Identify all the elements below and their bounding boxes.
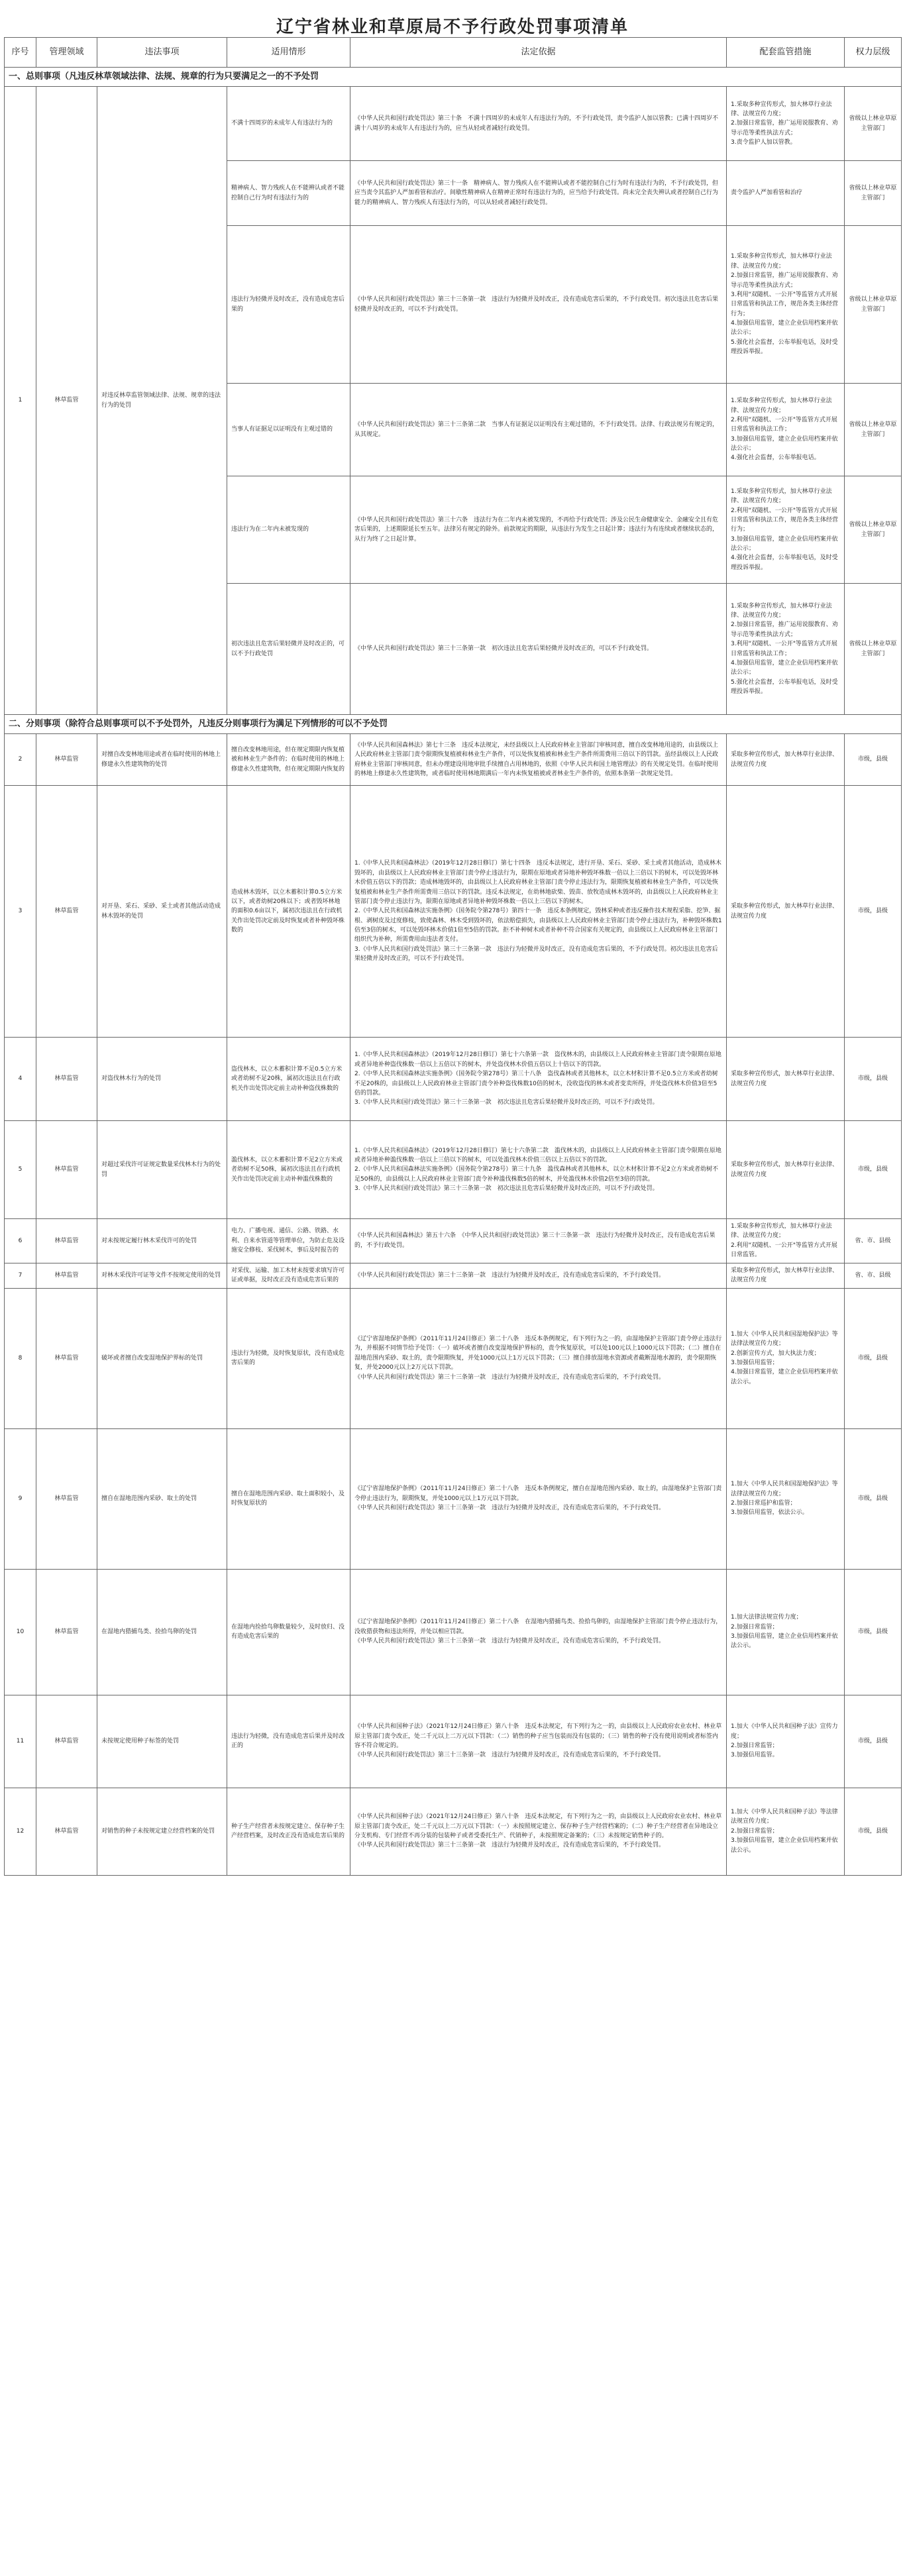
row-authority-level <box>845 1288 902 1428</box>
table-row <box>5 1038 902 1121</box>
row-authority-level <box>845 161 902 226</box>
row-violation-item <box>97 1263 227 1288</box>
row-authority-level <box>845 734 902 786</box>
header-seq: 序号 <box>5 38 36 68</box>
row-scenario <box>227 584 350 715</box>
row-scenario <box>227 161 350 226</box>
row-field <box>36 734 97 786</box>
row-seq <box>5 1038 36 1121</box>
row-authority-level <box>845 1219 902 1263</box>
row-authority-level <box>845 1038 902 1121</box>
row-legal-basis-text: 《中华人民共和国行政处罚法》第三十六条 违法行为在二年内未被发现的，不再给予行政处罚；涉及公民生命健康安全、金融安全且有危害后果的，上述期限延长至五年。法律另有规定的除外。前款规定的期限，从违法行为发生之日起计算；违法行为有连续或者继续状态的，从行为终了之日起计算。 <box>354 516 719 543</box>
row-authority-level <box>845 226 902 384</box>
row-field <box>36 1121 97 1219</box>
row-measures <box>727 1288 845 1428</box>
row-measures-text: 1.加大《中华人民共和国湿地保护法》等法律法规宣传力度； 2.创新宣传方式，加大执法力度； 3.加强信用监管； 4.加强日常监管，建立企业信用档案并依法公示。 <box>731 1330 838 1385</box>
row-measures <box>727 1428 845 1569</box>
row-measures <box>727 584 845 715</box>
row-scenario <box>227 1788 350 1875</box>
row-scenario <box>227 384 350 476</box>
row-legal-basis <box>350 1038 727 1121</box>
row-authority-level <box>845 1428 902 1569</box>
row-seq <box>5 1219 36 1263</box>
row-measures <box>727 1695 845 1788</box>
row-field-text: 林草监管 <box>54 1166 79 1173</box>
document-title: 辽宁省林业和草原局不予行政处罚事项清单 <box>276 17 629 37</box>
row-seq <box>5 1288 36 1428</box>
row-measures-text: 采取多种宣传形式，加大林草行业法律、法规宣传力度 <box>731 903 839 920</box>
row-authority-level <box>845 87 902 161</box>
row-legal-basis <box>350 226 727 384</box>
row-seq-text: 2 <box>18 756 23 763</box>
row-scenario-text: 擅自改变林地用途，但在规定期限内恢复植被和林业生产条件的；在临时使用的林地上修建永久性建筑物，但在规定期限内恢复的 <box>231 746 345 773</box>
row-field-text: 林草监管 <box>54 1628 79 1635</box>
row-seq-text: 3 <box>18 908 23 915</box>
row-legal-basis <box>350 87 727 161</box>
row-seq-text: 11 <box>16 1737 25 1744</box>
row-authority-level-text: 市级，县级 <box>857 1354 888 1362</box>
row-field <box>36 1219 97 1263</box>
row-legal-basis-text: 《中华人民共和国种子法》（2021年12月24日修正）第八十条 违反本法规定，有下列行为之一的，由县级以上人民政府农业农村、林业草原主管部门责令改正，处二千元以上二万元以下罚款：（一）未按照规定建立、保存种子生产经营档案的；（二）种子生产经营者在异地设立分支机构、专门经营不再分装的包装种子或者受委托生产、代销种子，未按照规定备案的；（三）未按规定销售种子的。 《中华人民共和国行政处罚法》第三十三条第一款 违法行为轻微并及时改正，没有造成危害后果的，不予行政处罚。 <box>354 1813 722 1849</box>
row-measures <box>727 1038 845 1121</box>
row-field-text: 林草监管 <box>54 1737 79 1744</box>
row-legal-basis <box>350 1695 727 1788</box>
row-authority-level <box>845 476 902 584</box>
row-measures <box>727 1219 845 1263</box>
row-violation-item <box>97 1695 227 1788</box>
row-scenario-text: 擅自在湿地范围内采砂、取土面积较小，及时恢复原状的 <box>231 1490 345 1507</box>
row-scenario <box>227 786 350 1038</box>
row-seq: 1 <box>5 87 36 715</box>
table-body <box>5 68 902 1876</box>
row-legal-basis <box>350 1428 727 1569</box>
row-legal-basis-text: 《辽宁省湿地保护条例》（2011年11月24日修正）第二十八条 违反本条例规定，擅自在湿地范围内采砂、取土的，由湿地保护主管部门责令停止违法行为，限期恢复，并处1000元以上1万元以下罚款。 《中华人民共和国行政处罚法》第三十三条第一款 违法行为轻微并及时改正，没有造成危害后果的，不予行政处罚。 <box>354 1485 722 1512</box>
row-seq-text: 8 <box>18 1354 23 1362</box>
row-measures-text: 1.加大《中华人民共和国种子法》宣传力度； 2.加强日常监管； 3.加强信用监管。 <box>731 1723 838 1759</box>
row-field-text: 林草监管 <box>54 1237 79 1244</box>
row-seq <box>5 1788 36 1875</box>
row-authority-level-text: 省级以上林业草原主管部门 <box>849 641 897 657</box>
row-violation-item <box>97 1288 227 1428</box>
row-measures <box>727 384 845 476</box>
row-scenario <box>227 1288 350 1428</box>
row-scenario-text: 在湿地内捡拾鸟卵数量较少，及时放归、没有造成危害后果的 <box>231 1623 345 1640</box>
row-measures-text: 1.采取多种宣传形式，加大林草行业法律、法规宣传力度； 2.加强日常监管，推广运用说服教育、劝导示范等柔性执法方式； 3.利用"双随机、一公开"等监管方式开展日常监管和执法工作； 4.加强信用监管，建立企业信用档案并依法公示； 5.强化社会监督，公布举报电话，及时受理投诉举报。 <box>731 602 838 696</box>
row-legal-basis <box>350 476 727 584</box>
row-scenario-text: 违法行为轻微并及时改正，没有造成危害后果的 <box>231 296 345 313</box>
row-violation-item <box>97 1038 227 1121</box>
row-authority-level-text: 省级以上林业草原主管部门 <box>849 115 897 132</box>
row-scenario <box>227 476 350 584</box>
row-seq-text: 7 <box>18 1271 23 1279</box>
row-legal-basis <box>350 786 727 1038</box>
row-field-text: 林草监管 <box>54 1495 79 1502</box>
row-authority-level <box>845 1695 902 1788</box>
row-legal-basis <box>350 1263 727 1288</box>
row-legal-basis-text: 《辽宁省湿地保护条例》（2011年11月24日修正）第二十八条 在湿地内猎捕鸟类、捡拾鸟卵的，由湿地保护主管部门责令停止违法行为，没收猎获物和违法所得，并处以相应罚款。 《中华人民共和国行政处罚法》第三十三条第一款 违法行为轻微并及时改正，没有造成危害后果的，不予行政处罚。 <box>354 1619 722 1645</box>
row-seq-text: 12 <box>16 1827 25 1835</box>
header-item: 违法事项 <box>97 38 227 68</box>
row-scenario-text: 盗伐林木，以立木蓄积计算不足0.5立方米或者幼树不足20株，属初次违法且在行政机关作出处罚决定前主动补种盗伐株数的 <box>231 1065 343 1092</box>
row-authority-level-text: 市级，县级 <box>857 1495 888 1502</box>
row-measures-text: 采取多种宣传形式，加大林草行业法律、法规宣传力度 <box>731 1267 839 1284</box>
row-violation-item-text: 对盗伐林木行为的处罚 <box>101 1075 162 1083</box>
section-general-heading: 一、总则事项（凡违反林草领域法律、法规、规章的行为只要满足之一的不予处罚 <box>5 68 902 87</box>
header-field: 管理领域 <box>36 38 97 68</box>
row-field <box>36 786 97 1038</box>
row-violation-item <box>97 1219 227 1263</box>
table-row <box>5 1288 902 1428</box>
row-authority-level <box>845 1121 902 1219</box>
row-measures <box>727 1121 845 1219</box>
table-row <box>5 1219 902 1263</box>
row-authority-level-text: 省级以上林业草原主管部门 <box>849 521 897 538</box>
row-legal-basis-text: 《中华人民共和国森林法》第五十六条 《中华人民共和国行政处罚法》第三十三条第一款 违法行为轻微并及时改正，没有造成危害后果的，不予行政处罚。 <box>354 1232 716 1249</box>
table-row <box>5 1428 902 1569</box>
row-field: 林草监管 <box>36 87 97 715</box>
row-measures-text: 采取多种宣传形式，加大林草行业法律、法规宣传力度 <box>731 751 839 768</box>
row-authority-level-text: 省级以上林业草原主管部门 <box>849 185 897 201</box>
row-measures-text: 1.加大法律法规宣传力度； 2.加强日常监管； 3.加强信用监管，建立企业信用档案并依法公示。 <box>731 1614 838 1650</box>
table-row <box>5 87 902 161</box>
row-authority-level-text: 市级，县级 <box>857 1628 888 1635</box>
row-violation-item-text: 对擅自改变林地用途或者在临时使用的林地上修建永久性建筑物的处罚 <box>101 751 221 768</box>
row-legal-basis-text: 1.《中华人民共和国森林法》（2019年12月28日修订）第七十四条 违反本法规定，进行开垦、采石、采砂、采土或者其他活动，造成林木毁坏的，由县级以上人民政府林业主管部门责令停止违法行为，限期在原地或者异地补种毁坏株数一倍以上三倍以下的树木，可以处毁坏林木价值五倍以下的罚款；造成林地毁坏的，由县级以上人民政府林业主管部门责令停止违法行为，限期恢复植被和林业生产条件，可以处恢复植被和林业生产条件所需费用三倍以下的罚款。违反本法规定，在幼林地砍柴、毁苗、放牧造成林木毁坏的，由县级以上人民政府林业主管部门责令停止违法行为，限期在原地或者异地补种毁坏株数一倍以上三倍以下的树木。 2.《中华人民共和国森林法实施条例》（国务院令第278号）第四十一条 违反本条例规定，毁林采种或者违反操作技术规程采脂、挖笋、掘根、剥树皮及过度修枝，致使森林、林木受到毁坏的，依法赔偿损失，由县级以上人民政府林业主管部门责令停止违法行为，补种毁坏株数1倍至3倍的树木，可以处毁坏林木价值1倍至5倍的罚款。拒不补种树木或者补种不符合国家有关规定的，由县级以上人民政府林业主管部门组织代为补种，所需费用由违法者支付。 3.《中华人民共和国行政处罚法》第三十三条第一款 违法行为轻微并及时改正，没有造成危害后果的，不予行政处罚。初次违法且危害后果轻微并及时改正的，可以不予行政处罚。 <box>354 860 722 963</box>
row-scenario <box>227 87 350 161</box>
row-authority-level <box>845 786 902 1038</box>
row-measures-text: 责令监护人严加看管和治疗 <box>731 189 803 197</box>
row-measures-text: 采取多种宣传形式，加大林草行业法律、法规宣传力度 <box>731 1161 839 1178</box>
row-violation-item <box>97 786 227 1038</box>
row-authority-level <box>845 584 902 715</box>
row-field-text: 林草监管 <box>54 1075 79 1083</box>
header-basis: 法定依据 <box>350 38 727 68</box>
row-legal-basis-text: 《中华人民共和国森林法》第七十三条 违反本法规定，未经县级以上人民政府林业主管部门审核同意，擅自改变林地用途的，由县级以上人民政府林业主管部门责令限期恢复植被和林业生产条件，可以处恢复植被和林业生产条件所需费用三倍以下的罚款。虽经县级以上人民政府林业主管部门审核同意，但未办理建设用地审批手续擅自占用林地的，依照《中华人民共和国土地管理法》的有关规定处罚。在临时使用的林地上修建永久性建筑物，或者临时使用林地期满后一年内未恢复植被或者林业生产条件的，依照本条第一款规定处罚。 <box>354 741 719 777</box>
row-measures-text: 采取多种宣传形式，加大林草行业法律、法规宣传力度 <box>731 1071 839 1087</box>
row-measures <box>727 786 845 1038</box>
row-measures <box>727 1788 845 1875</box>
row-scenario <box>227 1038 350 1121</box>
row-field <box>36 1428 97 1569</box>
row-authority-level-text: 省、市、县级 <box>855 1271 891 1279</box>
row-scenario <box>227 734 350 786</box>
row-violation-item <box>97 1121 227 1219</box>
table-row <box>5 734 902 786</box>
row-legal-basis-text: 《中华人民共和国行政处罚法》第三十三条第二款 当事人有证据足以证明没有主观过错的，不予行政处罚。法律、行政法规另有规定的，从其规定。 <box>354 421 719 438</box>
row-violation-item: 对违反林草监管领域法律、法规、规章的违法行为的处罚 <box>97 87 227 715</box>
row-legal-basis-text: 1.《中华人民共和国森林法》（2019年12月28日修订）第七十六条第二款 滥伐林木的，由县级以上人民政府林业主管部门责令限期在原地或者异地补种滥伐株数一倍以上三倍以下的树木，可以处滥伐林木价值三倍以上五倍以下的罚款。 2.《中华人民共和国森林法实施条例》（国务院令第278号）第三十九条 滥伐森林或者其他林木，以立木材积计算不足2立方米或者幼树不足50株的，由县级以上人民政府林业主管部门责令补种滥伐株数5倍的树木，并处滥伐林木价值2倍至3倍的罚款。 3.《中华人民共和国行政处罚法》第三十三条第一款 初次违法且危害后果轻微并及时改正的，可以不予行政处罚。 <box>354 1147 721 1193</box>
row-authority-level <box>845 1263 902 1288</box>
penalty-table <box>4 37 902 1876</box>
header-measure: 配套监管措施 <box>727 38 845 68</box>
row-authority-level <box>845 384 902 476</box>
row-scenario-text: 违法行为轻微，没有造成危害后果并及时改正的 <box>231 1733 345 1750</box>
row-legal-basis-text: 《中华人民共和国行政处罚法》第三十一条 精神病人、智力残疾人在不能辨认或者不能控制自己行为时有违法行为的，不予行政处罚，但应当责令其监护人严加看管和治疗。间歇性精神病人在精神正常时有违法行为的，应当给予行政处罚。尚未完全丧失辨认或者控制自己行为能力的精神病人、智力残疾人有违法行为的，可以从轻或者减轻行政处罚。 <box>354 180 719 206</box>
row-legal-basis <box>350 584 727 715</box>
row-field-text: 林草监管 <box>54 1827 79 1835</box>
row-authority-level-text: 市级，县级 <box>857 1737 888 1744</box>
row-field-text: 林草监管 <box>54 1354 79 1362</box>
row-violation-item <box>97 1428 227 1569</box>
row-legal-basis <box>350 1569 727 1695</box>
row-violation-item <box>97 1569 227 1695</box>
row-measures-text: 1.采取多种宣传形式，加大林草行业法律、法规宣传力度； 2.利用"双随机、一公开"等监管方式开展日常监管和执法工作； 3.加强信用监管，建立企业信用档案并依法公示； 4.强化社会监督，公布举报电话。 <box>731 398 838 462</box>
row-scenario-text: 精神病人、智力残疾人在不能辨认或者不能控制自己行为时有违法行为的 <box>231 185 345 201</box>
row-seq <box>5 1569 36 1695</box>
table-row <box>5 1695 902 1788</box>
row-violation-item <box>97 734 227 786</box>
row-field-text: 林草监管 <box>54 908 79 915</box>
row-violation-item-text: 在湿地内猎捕鸟类、捡拾鸟卵的处罚 <box>101 1628 197 1635</box>
table-row <box>5 1121 902 1219</box>
header-scenario: 适用情形 <box>227 38 350 68</box>
section-row-specific <box>5 715 902 734</box>
row-field <box>36 1569 97 1695</box>
table-header-row <box>5 38 902 68</box>
row-violation-item <box>97 1788 227 1875</box>
row-legal-basis <box>350 734 727 786</box>
row-seq <box>5 734 36 786</box>
row-scenario <box>227 1121 350 1219</box>
row-scenario-text: 造成林木毁坏，以立木蓄积计算0.5立方米以下，或者幼树20株以下；或者毁坏林地的面积0.6亩以下，属初次违法且在行政机关作出处罚决定前及时恢复或者补种毁坏株数的 <box>231 888 345 934</box>
row-authority-level-text: 省级以上林业草原主管部门 <box>849 421 897 438</box>
row-authority-level <box>845 1788 902 1875</box>
row-authority-level-text: 省级以上林业草原主管部门 <box>849 296 897 313</box>
row-scenario-text: 对采伐、运输、加工木材未按要求填写许可证或单据，及时改正没有造成危害后果的 <box>231 1267 345 1284</box>
section-specific-heading: 二、分则事项（除符合总则事项可以不予处罚外，凡违反分则事项行为满足下列情形的可以不予处罚 <box>5 715 902 734</box>
row-legal-basis <box>350 1288 727 1428</box>
row-authority-level-text: 市级，县级 <box>857 1827 888 1835</box>
table-row <box>5 786 902 1038</box>
row-violation-item-text: 对林木采伐许可证等文件不按规定使用的处罚 <box>101 1271 221 1279</box>
row-legal-basis-text: 《中华人民共和国行政处罚法》第三十三条第一款 初次违法且危害后果轻微并及时改正的，可以不予行政处罚。 <box>354 645 653 653</box>
row-measures <box>727 161 845 226</box>
row-scenario-text: 滥伐林木，以立木蓄积计算不足2立方米或者幼树不足50株，属初次违法且在行政机关作出处罚决定前主动补种滥伐株数的 <box>231 1156 343 1183</box>
row-seq <box>5 1428 36 1569</box>
row-authority-level-text: 省、市、县级 <box>855 1237 891 1244</box>
row-authority-level-text: 市级，县级 <box>857 1075 888 1083</box>
table-row <box>5 1263 902 1288</box>
row-field <box>36 1788 97 1875</box>
row-measures <box>727 1263 845 1288</box>
row-scenario <box>227 1569 350 1695</box>
row-measures-text: 1.采取多种宣传形式，加大林草行业法律、法规宣传力度； 2.加强日常监管，推广运用说服教育、劝导示范等柔性执法方式； 3.利用"双随机、一公开"等监管方式开展日常监管和执法工作，规范各类主体经营行为； 4.加强信用监管，建立企业信用档案并依法公示； 5.强化社会监督，公布举报电话，及时受理投诉举报。 <box>731 253 839 356</box>
row-scenario-text: 当事人有证据足以证明没有主观过错的 <box>231 426 333 433</box>
row-scenario-text: 违法行为在二年内未被发现的 <box>231 526 309 533</box>
table-row <box>5 1788 902 1875</box>
row-measures-text: 1.加大《中华人民共和国湿地保护法》等法律法规宣传力度； 2.加强日常巡护和监管； 3.加强信用监管，依法公示。 <box>731 1481 838 1517</box>
row-scenario-text: 违法行为轻微，及时恢复原状，没有造成危害后果的 <box>231 1350 345 1367</box>
table-row <box>5 1569 902 1695</box>
row-scenario-text: 初次违法且危害后果轻微并及时改正的，可以不予行政处罚 <box>231 641 345 657</box>
row-field-text: 林草监管 <box>54 756 79 763</box>
row-legal-basis <box>350 384 727 476</box>
row-violation-item-text: 未按规定使用种子标签的处罚 <box>101 1737 180 1744</box>
row-seq <box>5 786 36 1038</box>
row-measures <box>727 1569 845 1695</box>
row-violation-item-text: 破坏或者擅自改变湿地保护界标的处罚 <box>101 1354 203 1362</box>
row-authority-level-text: 市级，县级 <box>857 908 888 915</box>
row-seq-text: 5 <box>18 1166 23 1173</box>
row-measures <box>727 476 845 584</box>
row-legal-basis-text: 《辽宁省湿地保护条例》（2011年11月24日修正）第二十八条 违反本条例规定，有下列行为之一的，由湿地保护主管部门责令停止违法行为，并根据不同情节给予处罚：（一）破坏或者擅自改变湿地保护界标的，责令恢复原状，可以处100元以上1000元以下罚款；（二）擅自在湿地范围内采砂、取土的，责令限期恢复，并处1000元以上1万元以下罚款；（三）擅自排放湿地水资源或者截断湿地水源的，责令限期恢复，并处2000元以上2万元以下罚款。 《中华人民共和国行政处罚法》第三十三条第一款 违法行为轻微并及时改正，没有造成危害后果的，不予行政处罚。 <box>354 1336 722 1381</box>
row-measures-text: 1.采取多种宣传形式，加大林草行业法律、法规宣传力度； 2.利用"双随机、一公开"等监管方式开展日常监管和执法工作，规范各类主体经营行为； 3.加强信用监管，建立企业信用档案并依法公示； 4.强化社会监督，公布举报电话，及时受理投诉举报。 <box>731 488 839 571</box>
row-legal-basis-text: 《中华人民共和国行政处罚法》第三十条 不满十四周岁的未成年人有违法行为的，不予行政处罚，责令监护人加以管教；已满十四周岁不满十八周岁的未成年人有违法行为的，应当从轻或者减轻行政处罚。 <box>354 115 719 132</box>
row-legal-basis <box>350 1219 727 1263</box>
row-field <box>36 1695 97 1788</box>
row-legal-basis <box>350 1788 727 1875</box>
section-row-general <box>5 68 902 87</box>
header-level: 权力层级 <box>845 38 902 68</box>
row-measures-text: 1.采取多种宣传形式，加大林草行业法律、法规宣传力度； 2.加强日常监管，推广运用说服教育、劝导示范等柔性执法方式； 3.责令监护人加以管教。 <box>731 101 838 146</box>
row-measures <box>727 734 845 786</box>
row-authority-level <box>845 1569 902 1695</box>
row-field <box>36 1038 97 1121</box>
row-field <box>36 1263 97 1288</box>
row-measures-text: 1.加大《中华人民共和国种子法》等法律法规宣传力度； 2.加强日常监管； 3.加强信用监管，建立企业信用档案并依法公示。 <box>731 1809 838 1854</box>
row-seq <box>5 1121 36 1219</box>
row-legal-basis-text: 1.《中华人民共和国森林法》（2019年12月28日修订）第七十六条第一款 盗伐林木的，由县级以上人民政府林业主管部门责令限期在原地或者异地补种盗伐株数一倍以上五倍以下的树木，并处盗伐林木价值五倍以上十倍以下的罚款。 2.《中华人民共和国森林法实施条例》（国务院令第278号）第三十八条 盗伐森林或者其他林木，以立木材积计算不足0.5立方米或者幼树不足20株的，由县级以上人民政府林业主管部门责令补种盗伐株数10倍的树木，没收盗伐的林木或者变卖所得，并处盗伐林木价值3倍至5倍的罚款。 3.《中华人民共和国行政处罚法》第三十三条第一款 初次违法且危害后果轻微并及时改正的，可以不予行政处罚。 <box>354 1051 721 1106</box>
row-legal-basis <box>350 161 727 226</box>
row-seq-text: 6 <box>18 1237 23 1244</box>
row-seq-text: 4 <box>18 1075 23 1083</box>
row-scenario <box>227 1695 350 1788</box>
row-violation-item-text: 擅自在湿地范围内采砂、取土的处罚 <box>101 1495 197 1502</box>
row-legal-basis-text: 《中华人民共和国行政处罚法》第三十三条第一款 违法行为轻微并及时改正，没有造成危害后果的，不予行政处罚。 <box>354 1271 665 1279</box>
row-measures <box>727 87 845 161</box>
row-scenario <box>227 1428 350 1569</box>
row-field-text: 林草监管 <box>54 1271 79 1279</box>
row-legal-basis-text: 《中华人民共和国种子法》（2021年12月24日修正）第八十条 违反本法规定，有下列行为之一的，由县级以上人民政府农业农村、林业草原主管部门责令改正，处二千元以上二万元以下罚款：（二）销售的种子应当包装而没有包装的；（三）销售的种子没有使用说明或者标签内容不符合规定的。 《中华人民共和国行政处罚法》第三十三条第一款 违法行为轻微并及时改正，没有造成危害后果的，不予行政处罚。 <box>354 1723 722 1759</box>
row-violation-item-text: 对未按规定履行林木采伐许可的处罚 <box>101 1237 197 1244</box>
row-scenario-text: 电力、广播电视、通信、公路、铁路、水利、自来水管道等管理单位，为防止危及设施安全修枝、采伐树木，事后及时报告的 <box>231 1228 345 1254</box>
row-authority-level-text: 市级，县级 <box>857 756 888 763</box>
row-scenario-text: 种子生产经营者未按规定建立、保存种子生产经营档案，及时改正没有造成危害后果的 <box>231 1823 345 1840</box>
row-authority-level-text: 市级，县级 <box>857 1166 888 1173</box>
row-scenario-text: 不满十四周岁的未成年人有违法行为的 <box>231 120 333 127</box>
row-scenario <box>227 1219 350 1263</box>
row-measures <box>727 226 845 384</box>
row-measures-text: 1.采取多种宣传形式，加大林草行业法律、法规宣传力度； 2.利用"双随机、一公开"等监管方式开展日常监管。 <box>731 1223 837 1259</box>
row-legal-basis <box>350 1121 727 1219</box>
row-scenario <box>227 1263 350 1288</box>
row-field <box>36 1288 97 1428</box>
row-scenario <box>227 226 350 384</box>
row-violation-item-text: 对超过采伐许可证规定数量采伐林木行为的处罚 <box>101 1161 221 1178</box>
row-violation-item-text: 对开垦、采石、采砂、采土或者其他活动造成林木毁坏的处罚 <box>101 903 221 920</box>
row-violation-item-text: 对销售的种子未按规定建立经营档案的处罚 <box>101 1827 215 1835</box>
row-seq <box>5 1263 36 1288</box>
row-legal-basis-text: 《中华人民共和国行政处罚法》第三十三条第一款 违法行为轻微并及时改正，没有造成危害后果的，不予行政处罚。初次违法且危害后果轻微并及时改正的，可以不予行政处罚。 <box>354 296 719 313</box>
row-seq <box>5 1695 36 1788</box>
row-seq-text: 9 <box>18 1495 23 1502</box>
row-seq-text: 10 <box>16 1628 25 1635</box>
